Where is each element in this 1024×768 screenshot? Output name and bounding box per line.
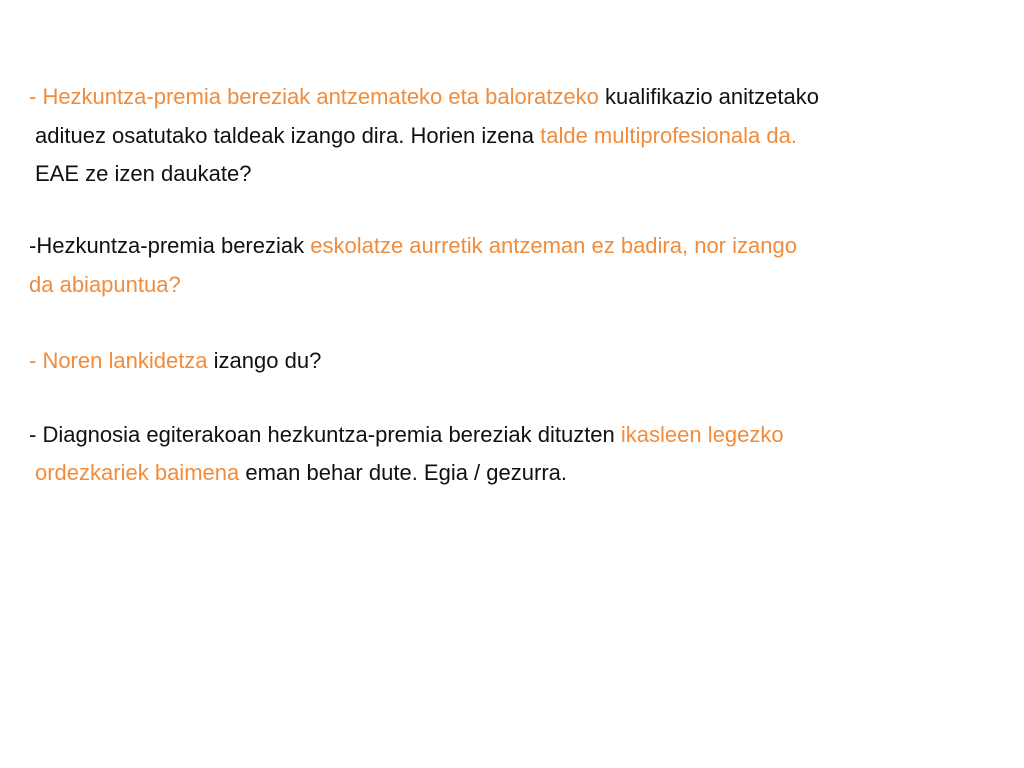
- question-4-accent-text: ordezkariek baimena: [35, 460, 240, 485]
- question-1-line-1: [29, 84, 819, 110]
- question-1-line-3: [35, 161, 251, 187]
- question-2-plain-text: -Hezkuntza-premia bereziak: [29, 233, 311, 258]
- question-3-plain-text: izango du?: [207, 348, 322, 373]
- question-2-accent-text: da abiapuntua?: [29, 272, 181, 297]
- question-3-accent-text: - Noren lankidetza: [29, 348, 208, 373]
- question-4-plain-text: - Diagnosia egiterakoan hezkuntza-premia bereziak dituzten: [29, 422, 621, 447]
- question-2-line-2: [29, 272, 181, 298]
- question-1-plain-text: kualifikazio anitzetako: [598, 84, 819, 109]
- question-4-plain-text: eman behar dute. Egia / gezurra.: [239, 460, 567, 485]
- question-1-accent-text: talde multiprofesionala da.: [540, 123, 797, 148]
- question-2-line-1: [29, 233, 797, 259]
- question-2-accent-text: eskolatze aurretik antzeman ez badira, nor izango: [310, 233, 797, 258]
- question-4-line-2: [35, 460, 567, 486]
- question-4-accent-text: ikasleen legezko: [620, 422, 784, 447]
- question-1-plain-text: EAE ze izen daukate?: [35, 161, 252, 186]
- question-4-line-1: [29, 422, 784, 448]
- question-1-accent-text: - Hezkuntza-premia bereziak antzemateko eta baloratzeko: [29, 84, 599, 109]
- question-1-plain-text: adituez osatutako taldeak izango dira. Horien izena: [35, 123, 541, 148]
- question-3-line-1: [29, 348, 321, 374]
- question-1-line-2: [35, 123, 797, 149]
